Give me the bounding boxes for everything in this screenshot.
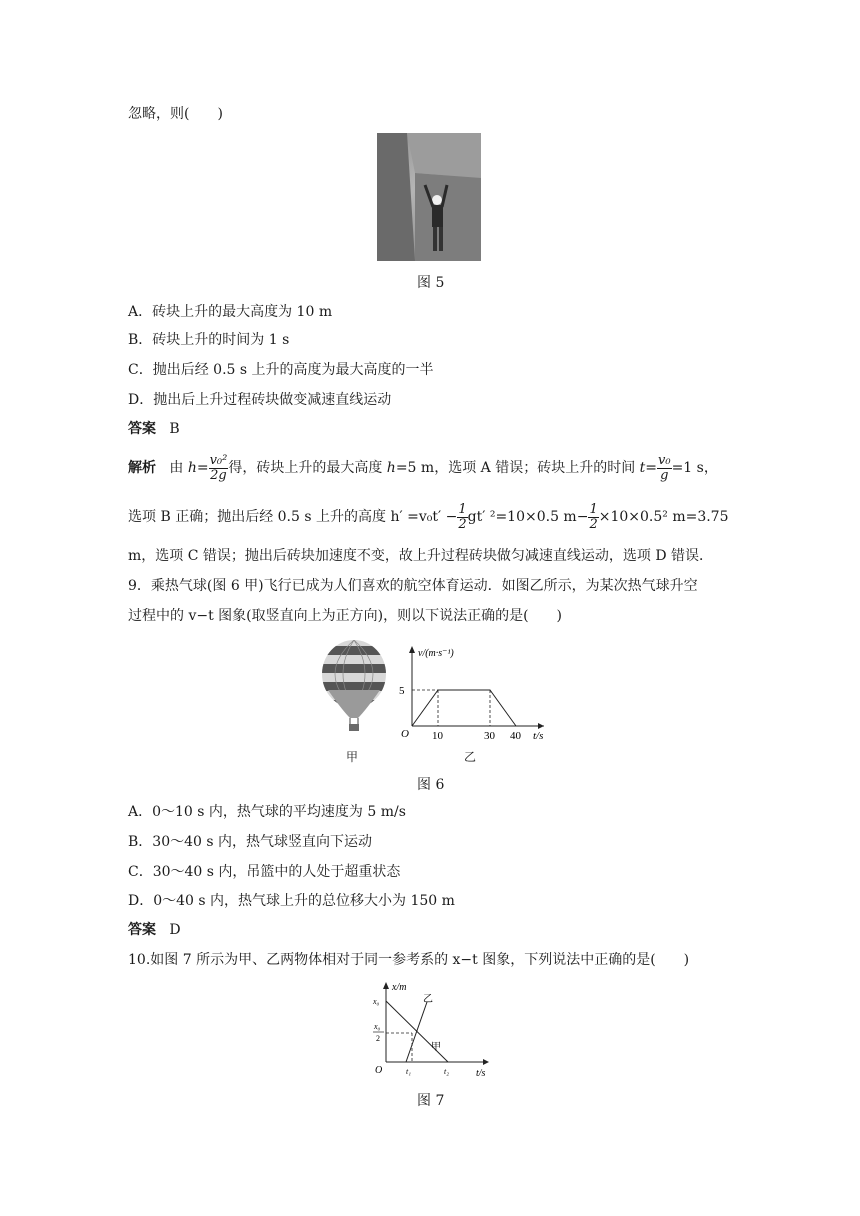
figure-6-caption: 图 6 bbox=[417, 777, 445, 793]
text-line: 忽略，则( ) bbox=[128, 106, 223, 122]
x-tick-t2: t₂ bbox=[444, 1067, 450, 1076]
answer-9 bbox=[128, 920, 181, 940]
answer-label: 答案 bbox=[128, 922, 156, 938]
option-b: B．30～40 s 内，热气球竖直向下运动 bbox=[128, 834, 373, 850]
vt-chart bbox=[394, 642, 554, 742]
y-tick-x0: x₀ bbox=[373, 997, 380, 1006]
symbol-h: h bbox=[386, 460, 396, 476]
y-axis-label: x/m bbox=[392, 982, 407, 993]
option-c: C．抛出后经 0.5 s 上升的高度为最大高度的一半 bbox=[128, 362, 434, 378]
fraction-den: 2 bbox=[458, 516, 467, 532]
text: gt′ ²=10×0.5 m− bbox=[467, 509, 589, 525]
analysis-line-1 bbox=[128, 453, 718, 483]
analysis-line-3: m，选项 C 错误；抛出后砖块加速度不变，故上升过程砖块做匀减速直线运动，选项 D 错误． bbox=[128, 548, 714, 564]
text: 得，砖块上升的最大高度 bbox=[228, 460, 387, 476]
figure-7-caption: 图 7 bbox=[417, 1093, 445, 1109]
x-tick-t1: t₁ bbox=[406, 1067, 412, 1076]
y-tick-half-num: x₀ bbox=[374, 1022, 381, 1031]
y-tick-half-den: 2 bbox=[376, 1034, 380, 1043]
fraction-num: v₀ bbox=[658, 452, 671, 468]
y-tick-label: 5 bbox=[399, 685, 405, 697]
fraction-den: 2 bbox=[589, 516, 598, 532]
fraction-num: 1 bbox=[458, 501, 467, 517]
fraction-num: 1 bbox=[589, 501, 598, 517]
option-a: A．0～10 s 内，热气球的平均速度为 5 m/s bbox=[128, 804, 406, 820]
fraction-den: g bbox=[660, 467, 669, 483]
analysis-label: 解析 bbox=[128, 460, 156, 476]
label-jia: 甲 bbox=[346, 750, 359, 764]
hot-air-balloon-image bbox=[318, 640, 390, 732]
vt-series-line bbox=[412, 690, 516, 726]
y-axis-arrow bbox=[383, 982, 389, 989]
option-d: D．抛出后上升过程砖块做变减速直线运动 bbox=[128, 392, 392, 408]
fraction bbox=[657, 454, 672, 483]
line-yi bbox=[406, 1002, 427, 1062]
x-axis-arrow bbox=[538, 723, 544, 729]
photo-content bbox=[377, 133, 481, 261]
x-axis-label: t/s bbox=[476, 1068, 486, 1079]
question-9-line-2: 过程中的 v−t 图象(取竖直向上为正方向)，则以下说法正确的是( ) bbox=[128, 608, 563, 624]
fraction-num: v₀² bbox=[209, 452, 228, 468]
answer-value: D bbox=[169, 922, 181, 938]
option-d: D．0～40 s 内，热气球上升的总位移大小为 150 m bbox=[128, 893, 455, 909]
text: 由 bbox=[169, 460, 188, 476]
fraction-den: 2g bbox=[210, 467, 227, 483]
x-tick-label: 30 bbox=[484, 730, 495, 742]
symbol-t: t= bbox=[639, 460, 658, 476]
text: 选项 B 正确；抛出后经 0.5 s 上升的高度 h′ =v₀t′ − bbox=[128, 509, 458, 525]
text: =1 s， bbox=[671, 460, 718, 476]
x-axis-arrow bbox=[483, 1059, 489, 1065]
label-yi: 乙 bbox=[464, 750, 477, 764]
origin-label: O bbox=[375, 1065, 383, 1076]
fraction bbox=[457, 503, 467, 532]
x-tick-label: 40 bbox=[510, 730, 521, 742]
symbol-h: h= bbox=[187, 460, 209, 476]
fraction bbox=[209, 454, 229, 483]
figure-5-photo bbox=[377, 133, 481, 261]
option-b: B．砖块上升的时间为 1 s bbox=[128, 332, 290, 348]
x-tick-label: 10 bbox=[432, 730, 443, 742]
text: =5 m，选项 A 错误；砖块上升的时间 bbox=[395, 460, 640, 476]
label-yi: 乙 bbox=[423, 994, 433, 1005]
text: ×10×0.5² m=3.75 bbox=[598, 509, 729, 525]
origin-label: O bbox=[401, 728, 409, 740]
label-jia: 甲 bbox=[431, 1042, 441, 1053]
fraction bbox=[588, 503, 598, 532]
option-c: C．30～40 s 内，吊篮中的人处于超重状态 bbox=[128, 864, 401, 880]
question-10: 10.如图 7 所示为甲、乙两物体相对于同一参考系的 x−t 图象，下列说法中正确的是( ) bbox=[128, 952, 690, 968]
y-axis-arrow bbox=[409, 646, 415, 653]
y-axis-label: v/(m·s⁻¹) bbox=[418, 648, 454, 659]
answer-value: B bbox=[169, 421, 180, 437]
answer-8 bbox=[128, 419, 180, 439]
x-axis-label: t/s bbox=[533, 730, 544, 742]
option-a: A．砖块上升的最大高度为 10 m bbox=[128, 304, 333, 320]
xt-chart bbox=[368, 978, 498, 1082]
question-9-line-1: 9．乘热气球(图 6 甲)飞行已成为人们喜欢的航空体育运动．如图乙所示，为某次热气球升空 bbox=[128, 578, 698, 594]
answer-label: 答案 bbox=[128, 421, 156, 437]
figure-5-caption: 图 5 bbox=[417, 275, 445, 291]
analysis-line-2 bbox=[128, 502, 729, 532]
